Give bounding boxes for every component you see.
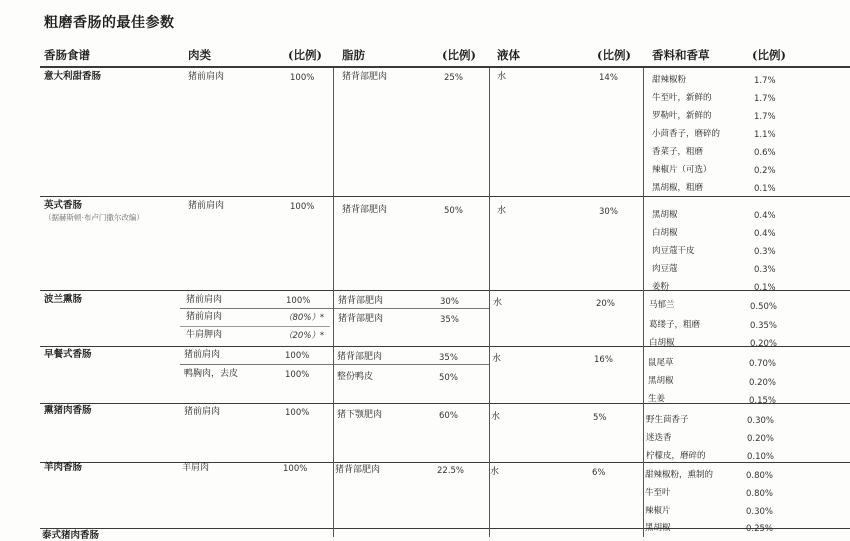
liquid-ratio: 30% [599,207,618,217]
spice-ratio: 0.35% [750,321,778,331]
spice-name: 辣椒片（可选） [652,165,712,175]
spice-name: 姜粉 [652,282,670,292]
spice-name: 牛至叶 [645,488,671,498]
spice-ratio: 0.1% [754,184,776,194]
meat-ratio: 100% [290,202,315,212]
spice-ratio: 1.7% [754,94,776,104]
spice-ratio: 0.4% [754,229,776,239]
header-liquid-ratio: (比例) [597,48,631,62]
spice-ratio: 0.20% [747,434,775,444]
meat-name: 羊肩肉 [182,463,210,473]
recipe-note: （据赫斯顿·布卢门撒尔改编） [44,213,144,222]
spice-name: 肉豆蔻干皮 [652,246,695,256]
liquid-ratio: 16% [594,355,613,365]
row-divider [40,462,850,463]
row-divider [40,403,850,404]
spice-name: 马郁兰 [649,300,675,310]
spice-name: 香菜子，粗磨 [652,147,704,157]
spice-ratio: 0.20% [749,378,777,388]
page-title: 粗磨香肠的最佳参数 [44,15,175,31]
meat-ratio: 100% [283,464,308,474]
spice-name: 黑胡椒，粗磨 [652,183,704,193]
fat-name: 整份鸭皮 [337,372,374,382]
meat-name: 猪前肩肉 [188,201,225,211]
sub-row-divider [180,308,490,309]
meat-name: 猪前肩肉 [184,350,221,360]
spice-ratio: 0.4% [754,211,776,221]
spice-name: 柠檬皮，磨碎的 [646,451,706,461]
liquid-name: 水 [497,206,507,216]
spice-name: 罗勒叶，新鲜的 [652,111,712,121]
spice-ratio: 0.3% [754,247,776,257]
liquid-ratio: 5% [593,413,607,423]
fat-name: 猪背部肥肉 [335,465,381,475]
fat-name: 猪背部肥肉 [337,352,383,362]
sub-row-divider [180,326,330,327]
spice-ratio: 0.30% [747,416,775,426]
fat-name: 猪背部肥肉 [342,205,388,215]
fat-ratio: 22.5% [437,466,465,476]
fat-name: 猪背部肥肉 [338,296,384,306]
recipe-name: 波兰熏肠 [44,294,83,305]
spice-ratio: 0.20% [750,339,778,349]
spice-name: 黑胡椒 [652,210,678,220]
spice-name: 白胡椒 [649,338,675,348]
header-rule [40,66,850,68]
spice-ratio: 0.70% [749,359,777,369]
header-fat: 脂肪 [342,48,365,62]
liquid-name: 水 [490,467,500,477]
recipe-name: 早餐式香肠 [44,349,92,360]
header-spice-ratio: (比例) [752,48,786,62]
row-divider [40,196,850,197]
spice-name: 葛缕子，粗磨 [649,320,701,330]
spice-name: 生姜 [648,394,666,404]
header-meat: 肉类 [188,48,211,62]
meat-ratio: （20%）* [284,331,325,341]
spice-ratio: 1.7% [754,76,776,86]
fat-ratio: 50% [444,206,463,216]
spice-ratio: 0.1% [754,283,776,293]
sub-row-divider [180,364,490,365]
spice-ratio: 0.15% [749,396,777,406]
spice-ratio: 0.25% [746,524,774,534]
liquid-ratio: 14% [599,73,618,83]
fat-ratio: 60% [439,411,458,421]
liquid-name: 水 [491,412,501,422]
liquid-ratio: 20% [596,299,615,309]
spice-ratio: 0.3% [754,265,776,275]
spice-name: 野生茴香子 [646,415,689,425]
meat-name: 猪前肩肉 [186,295,223,305]
liquid-name: 水 [497,72,507,82]
spice-ratio: 1.7% [754,112,776,122]
meat-ratio: 100% [286,296,311,306]
header-recipe: 香肠食谱 [44,48,90,62]
row-divider [40,346,850,347]
spice-name: 迷迭香 [646,433,672,443]
meat-ratio: 100% [285,370,310,380]
header-fat-ratio: (比例) [442,48,476,62]
spice-ratio: 0.80% [746,489,774,499]
row-divider [40,290,850,291]
meat-name: 猪前肩肉 [184,407,221,417]
spice-name: 小茴香子，磨碎的 [652,129,721,139]
spice-name: 甜辣椒粉 [652,75,687,85]
fat-ratio: 25% [444,73,463,83]
header-liquid: 液体 [497,48,520,62]
fat-name: 猪背部肥肉 [342,72,388,82]
meat-ratio: 100% [285,351,310,361]
spice-ratio: 0.2% [754,166,776,176]
spice-ratio: 0.30% [746,507,774,517]
liquid-ratio: 6% [592,468,606,478]
column-divider [643,68,644,537]
liquid-name: 水 [492,354,502,364]
spice-ratio: 0.6% [754,148,776,158]
meat-name: 猪前肩肉 [186,312,223,322]
meat-name: 猪前肩肉 [188,72,225,82]
spice-ratio: 0.10% [747,452,775,462]
recipe-name: 意大利甜香肠 [44,71,102,82]
column-divider [333,68,334,537]
fat-ratio: 35% [439,353,458,363]
spice-name: 牛至叶，新鲜的 [652,93,712,103]
spice-name: 黑胡椒 [645,523,671,533]
recipe-name: 熏猪肉香肠 [44,405,92,416]
fat-ratio: 30% [440,297,459,307]
spice-name: 鼠尾草 [648,358,674,368]
fat-name: 猪背部肥肉 [338,314,384,324]
recipe-name: 泰式猪肉香肠 [42,530,100,541]
meat-name: 牛肩胛肉 [186,330,223,340]
recipe-name: 英式香肠 [44,200,83,211]
fat-ratio: 35% [440,315,459,325]
spice-name: 白胡椒 [652,228,678,238]
meat-ratio: （80%）* [284,313,325,323]
header-meat-ratio: (比例) [288,48,322,62]
meat-ratio: 100% [285,408,310,418]
fat-ratio: 50% [439,373,458,383]
row-divider [40,528,850,529]
spice-name: 肉豆蔻 [652,264,678,274]
meat-name: 鸭胸肉，去皮 [184,369,239,379]
fat-name: 猪下颚肥肉 [337,410,383,420]
spice-ratio: 0.80% [746,471,774,481]
liquid-name: 水 [493,298,503,308]
spice-name: 辣椒片 [645,506,671,516]
spice-name: 甜辣椒粉，熏制的 [645,470,714,480]
spice-ratio: 1.1% [754,130,776,140]
spice-name: 黑胡椒 [648,376,674,386]
recipe-name: 羊肉香肠 [44,462,83,473]
header-spices: 香料和香草 [652,48,710,62]
spice-ratio: 0.50% [750,302,778,312]
meat-ratio: 100% [290,73,315,83]
